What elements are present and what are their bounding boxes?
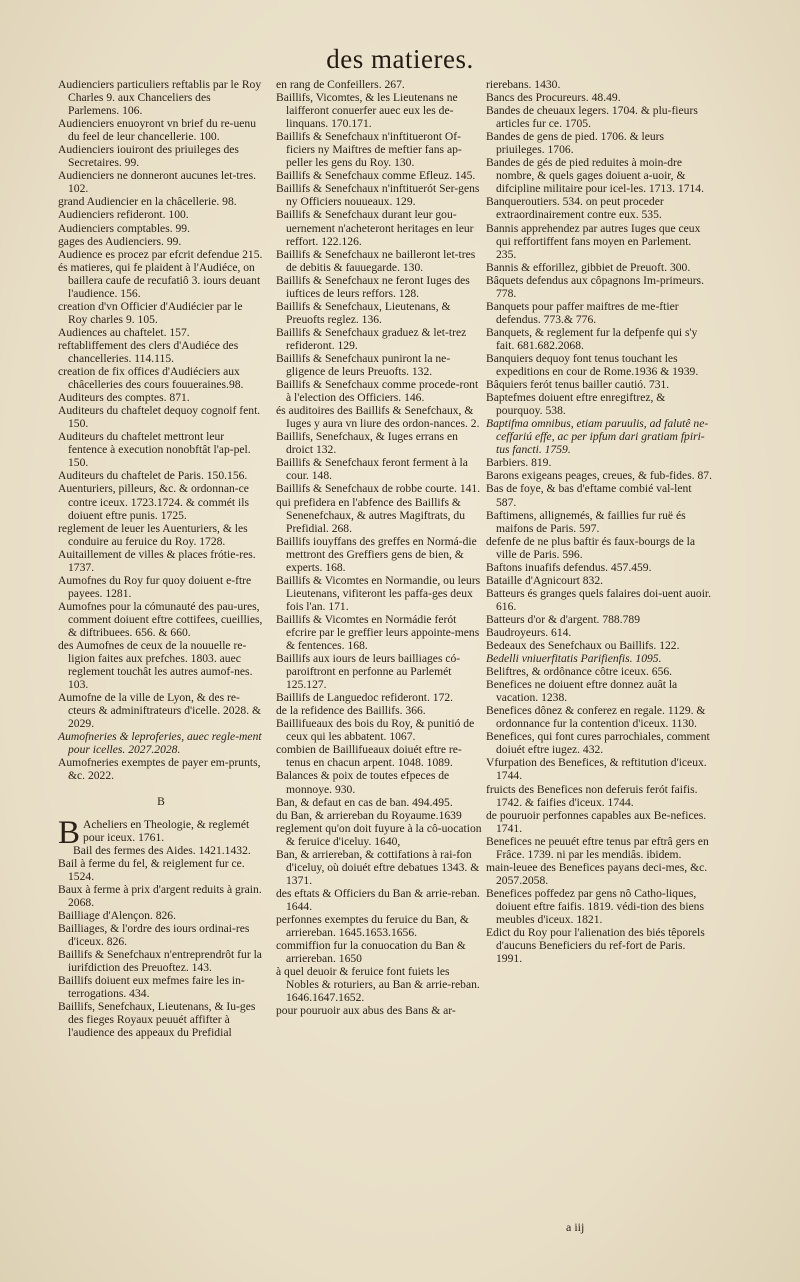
index-entry: Audienciers comptables. 99.	[58, 221, 191, 235]
index-entry: Baillifs & Vicomtes en Normádie ferót efcrire par le greffier leurs appointe-mens & fentences. 168.	[276, 612, 480, 653]
index-entry: Benefices ne doiuent eftre donnez auât la vacation. 1238.	[486, 678, 678, 705]
index-entry: grand Audiencier en la châcellerie. 98.	[58, 195, 237, 209]
index-entry: Baillifs & Senefchaux graduez & let-trez refideront. 129.	[276, 325, 467, 352]
page-signature: a iij	[566, 1220, 585, 1234]
index-entry: Banquiers dequoy font tenus touchant les expeditions en cour de Rome.1936 & 1939.	[486, 351, 699, 379]
index-entry: creation de fix offices d'Audiéciers aux châcelleries des cours fouueraines.98.	[58, 365, 244, 392]
index-entry: Benefices ne peuuét eftre tenus par eftrâ gers en Frâce. 1739. ni par les mendiâs. ibidem.	[486, 834, 709, 861]
index-entry: Banquets, & reglement fur la defpenfe qui s'y fait. 681.682.2068.	[486, 325, 698, 352]
index-entry: Auenturiers, pilleurs, &c. & ordonnan-ce contre iceux. 1723.1724. & commét ils doiuent eftre punis. 1725.	[58, 482, 249, 522]
index-entry: Auditeurs du chaftelet de Paris. 150.156.	[58, 469, 248, 483]
index-entry: Baillifs & Vicomtes en Normandie, ou leurs Lieutenans, vifiteront les paffa-ges deux fois l'an. 171.	[276, 573, 481, 613]
index-entry: Vfurpation des Benefices, & reftitution d'iceux. 1744.	[486, 756, 707, 783]
drop-cap: B	[58, 814, 81, 851]
index-entry: Bas de foye, & bas d'eftame combié val-lent 587.	[486, 482, 692, 509]
index-entry: des eftats & Officiers du Ban & arrie-reban. 1644.	[276, 886, 480, 913]
index-entry: Bailliages, & l'ordre des iours ordinai-res d'iceux. 826.	[58, 921, 250, 948]
index-entry: Balances & poix de toutes efpeces de monnoye. 930.	[276, 769, 450, 796]
index-entry: Bail à ferme du fel, & reiglement fur ce. 1524.	[58, 856, 245, 883]
index-entry: Bandes de gens de pied. 1706. & leurs priuileges. 1706.	[486, 130, 665, 157]
index-entry: Baillifs, Vicomtes, & les Lieutenans ne laifferont conuerfer auec eux les de-linquans. 170.171.	[276, 91, 458, 131]
index-entry: Aumofnes pour la cómunauté des pau-ures, comment doiuent eftre cottifees, cueillies, & diftribuees. 656. & 660.	[58, 599, 263, 639]
index-entry: Beliftres, & ordônance côtre iceux. 656.	[486, 665, 673, 679]
index-entry: Audienciers ne donneront aucunes let-tres. 102.	[58, 169, 256, 196]
index-entry: Audienciers iouiront des priuileges des Secretaires. 99.	[58, 143, 239, 170]
index-entry: Baptefmes doiuent eftre enregiftrez, & pourquoy. 538.	[486, 391, 666, 418]
index-entry: reglement qu'on doit fuyure à la cô-uocation & feruice d'iceluy. 1640,	[276, 821, 482, 848]
index-entry: Barons exigeans peages, creues, & fub-fides. 87.	[486, 469, 713, 483]
index-entry: Baux à ferme à prix d'argent reduits à grain. 2068.	[58, 882, 262, 909]
index-entry: Edict du Roy pour l'alienation des biés têporels d'aucuns Beneficiers du ref-fort de Paris. 1991.	[486, 926, 705, 966]
index-entry: Aumofneries exemptes de payer em-prunts, &c. 2022.	[58, 756, 261, 783]
index-entry: reglement de leuer les Auenturiers, & les conduire au feruice du Roy. 1728.	[58, 521, 248, 548]
index-entry: à quel deuoir & feruice font fuiets les Nobles & roturiers, au Ban & arrie-reban. 1646.1647.1652.	[276, 965, 480, 1005]
index-entry: Bandes de cheuaux legers. 1704. & plu-fieurs articles fur ce. 1705.	[486, 104, 698, 131]
index-entry: gages des Audienciers. 99.	[58, 234, 182, 248]
index-entry: Bannis apprehendez par autres Iuges que ceux qui reffortiffent fans moyen en Parlement. 235.	[486, 221, 701, 261]
index-entry: du Ban, & arriereban du Royaume.1639	[276, 808, 462, 822]
index-entry: Baudroyeurs. 614.	[486, 625, 572, 639]
index-entry: Baptifma omnibus, etiam paruulis, ad falutê ne-ceffariú effe, ac per ipfum dari gratiam fpiri-tus fancti. 1759.	[486, 417, 709, 457]
index-entry: Audienciers enuoyront vn brief du re-uenu du feel de leur chancellerie. 100.	[58, 117, 256, 144]
index-entry: Baillifs aux iours de leurs bailliages có-paroiftront en perfonne au Parlemét 125.127.	[276, 652, 461, 692]
index-entry: Banqueroutiers. 534. on peut proceder extraordinairement contre eux. 535.	[486, 195, 664, 222]
index-entry: Batteurs d'or & d'argent. 788.789	[486, 612, 641, 626]
index-entry: Bannis & efforillez, gibbiet de Preuoft. 300.	[486, 260, 691, 274]
index-entry: Baillifueaux des bois du Roy, & punitió de ceux qui les abbatent. 1067.	[276, 717, 475, 744]
page-title: des matieres.	[326, 44, 474, 74]
index-entry: és auditoires des Baillifs & Senefchaux, & Iuges y aura vn liure des ordon-nances. 2.	[276, 404, 480, 431]
index-entry: Bedelli vniuerfitatis Parifienfis. 1095.	[486, 652, 662, 666]
index-entry: Baillifs & Senefchaux, Lieutenans, & Preuofts reglez. 136.	[276, 299, 451, 326]
index-column-middle	[276, 78, 484, 1017]
index-entry: Baillifs, Senefchaux, Lieutenans, & Iu-ges des fieges Royaux peuuét affifter à l'audience des appeaux du Prefidial	[58, 1000, 256, 1040]
index-entry: Bailliage d'Alençon. 826.	[58, 908, 176, 922]
index-entry: Baftons inuafifs defendus. 457.459.	[486, 560, 652, 574]
drop-cap-entry-text: Acheliers en Theologie, & reglemét pour iceux. 1761.	[83, 817, 250, 844]
index-entry: Ban, & arriereban, & cottifations à rai-fon d'iceluy, où doiuét eftre debatues 1343. & 1371.	[276, 847, 480, 887]
index-entry: Ban, & defaut en cas de ban. 494.495.	[276, 795, 453, 809]
index-entry: defenfe de ne plus baftir és faux-bourgs de la ville de Paris. 596.	[486, 534, 696, 561]
section-letter: B	[157, 794, 165, 808]
index-entry: Baillifs de Languedoc refideront. 172.	[276, 691, 454, 705]
index-entry: és matieres, qui fe plaident à l'Audiéce, on baillera caufe de recufatiô 3. iours deuant l'audience. 156.	[58, 260, 261, 300]
index-entry: rierebans. 1430.	[486, 78, 561, 91]
index-entry: main-leuee des Benefices payans deci-mes, &c. 2057.2058.	[486, 860, 708, 887]
right-entries	[486, 78, 712, 965]
index-entry: Aumofnes du Roy fur quoy doiuent e-ftre payees. 1281.	[58, 573, 252, 600]
index-entry: perfonnes exemptes du feruice du Ban, & arriereban. 1645.1653.1656.	[276, 913, 469, 940]
index-entry: des Aumofnes de ceux de la nouuelle re-ligion faites aux prefches. 1803. auec reglement touchât les autres aumof-nes. 103.	[58, 639, 253, 692]
index-entry: Auditeurs des comptes. 871.	[58, 391, 190, 405]
index-entry: Audience es procez par efcrit defendue 215.	[58, 247, 263, 261]
index-entry: Bandes de gés de pied reduites à moin-dre nombre, & quels gages doiuent a-uoir, & difcipline militaire pour icel-les. 1713. 1714.	[486, 156, 704, 196]
index-entry: Auditeurs du chaftelet dequoy cognoif fent. 150.	[58, 404, 261, 431]
index-entry: Baillifs & Senefchaux puniront la ne-gligence de leurs Preuofts. 132.	[276, 351, 451, 379]
index-entry: pour pouruoir aux abus des Bans & ar-	[276, 1004, 456, 1018]
index-entry: Audienciers refideront. 100.	[58, 208, 189, 222]
index-entry: Baillifs & Senefchaux ne bailleront let-tres de debitis & fauuegarde. 130.	[276, 247, 476, 274]
index-entry: Bataille d'Agnicourt 832.	[486, 573, 604, 587]
index-entry: Audiences au chaftelet. 157.	[58, 325, 190, 339]
index-entry: Aumofneries & leproferies, auec regle-ment pour icelles. 2027.2028.	[58, 730, 262, 757]
index-entry: Aumofne de la ville de Lyon, & des re-cteurs & adminiftrateurs d'icelle. 2028. & 2029.	[58, 691, 262, 731]
index-entry: Bâquets defendus aux côpagnons Im-primeurs. 778.	[486, 273, 704, 300]
middle-entries	[276, 78, 484, 1017]
index-entry: Baillifs & Senefchaux de robbe courte. 141.	[276, 482, 481, 496]
left-entries	[58, 78, 264, 783]
index-entry: Bedeaux des Senefchaux ou Baillifs. 122.	[486, 639, 680, 653]
index-entry: Baillifs iouyffans des greffes en Normá-die mettront des Greffiers gens de bien, & experts. 168.	[276, 534, 477, 574]
index-entry: combien de Baillifueaux doiuét eftre re-tenus en chacun arpent. 1048. 1089.	[276, 743, 462, 770]
index-entry: Baillifs, Senefchaux, & Iuges errans en droict 132.	[276, 430, 458, 457]
index-entry: de pouruoir perfonnes capables aux Be-nefices. 1741.	[486, 808, 707, 835]
index-entry: Baillifs & Senefchaux durant leur gou-uernement n'acheteront heritages en leur reffort. 122.126.	[276, 208, 474, 248]
index-entry: Benefices, qui font cures parrochiales, comment doiuét eftre iugez. 432.	[486, 730, 710, 757]
index-entry: Baftimens, allignemés, & faillies fur ruë és maifons de Paris. 597.	[486, 508, 686, 535]
b-entries	[58, 844, 264, 1040]
index-entry: reftabliffement des clers d'Audiéce des chancelleries. 114.115.	[58, 338, 239, 365]
index-column-right	[486, 78, 712, 965]
index-entry: Bâquiers ferót tenus bailler cautió. 731.	[486, 378, 670, 392]
index-entry: Benefices poffedez par gens nô Catho-liques, doiuent eftre faifis. 1819. védi-tion des biens meubles d'iceux. 1821.	[486, 886, 704, 926]
index-entry: en rang de Confeillers. 267.	[276, 78, 405, 91]
index-entry: Auditeurs du chaftelet mettront leur fentence à execution nonobftât l'ap-pel. 150.	[58, 430, 251, 470]
index-entry: Banquets pour paffer maiftres de me-ftier defendus. 773.& 776.	[486, 299, 679, 326]
index-entry: Batteurs és granges quels falaires doi-uent auoir. 616.	[486, 586, 712, 613]
index-entry: Baillifs & Senefchaux comme procede-ront à l'election des Officiers. 146.	[276, 378, 479, 405]
index-entry: Baillifs & Senefchaux comme Efleuz. 145.	[276, 169, 476, 183]
index-entry: Baillifs & Senefchaux feront ferment à la cour. 148.	[276, 456, 468, 483]
index-entry: de la refidence des Baillifs. 366.	[276, 704, 426, 718]
index-entry: Benefices dônez & conferez en regale. 1129. & ordonnance fur la contention d'iceux. 1130.	[486, 704, 706, 731]
index-column-left	[58, 78, 264, 1039]
index-entry: Baillifs & Senefchaux n'entreprendrôt fur la iurifdiction des Preuoftez. 143.	[58, 948, 262, 975]
index-entry: commiffion fur la conuocation du Ban & arriereban. 1650	[276, 939, 466, 966]
index-entry: qui prefidera en l'abfence des Baillifs & Senenefchaux, & autres Magiftrats, du Prefidial. 268.	[276, 495, 466, 535]
index-entry: Audienciers particuliers reftablis par le Roy Charles 9. aux Chanceliers des Parlemens. 106.	[58, 78, 262, 118]
index-entry: Auitaillement de villes & places frótie-res. 1737.	[58, 547, 256, 574]
index-entry: Baillifs & Senefchaux n'inftituerót Ser-gens ny Officiers nouueaux. 129.	[276, 182, 480, 209]
index-entry: creation d'vn Officier d'Audiécier par le Roy charles 9. 105.	[58, 299, 243, 326]
index-entry: Bail des fermes des Aides. 1421.1432.	[73, 843, 251, 857]
index-entry: Baillifs & Senefchaux n'inftitueront Of-ficiers ny Maiftres de meftier fans ap-peller les gens du Roy. 130.	[276, 130, 462, 170]
index-entry: Baillifs & Senefchaux ne feront Iuges des iuftices de leurs reffors. 128.	[276, 273, 470, 300]
index-entry: Bancs des Procureurs. 48.49.	[486, 91, 621, 105]
index-entry: Baillifs doiuent eux mefmes faire les in-terrogations. 434.	[58, 974, 245, 1001]
index-entry: Barbiers. 819.	[486, 456, 552, 470]
index-entry: fruicts des Benefices non deferuis ferót faifis. 1742. & faifies d'iceux. 1744.	[486, 782, 698, 809]
